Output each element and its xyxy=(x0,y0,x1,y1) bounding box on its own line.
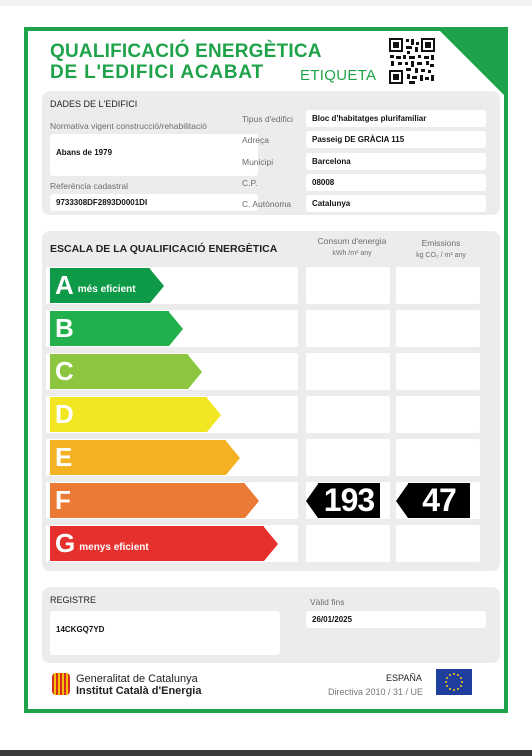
emissions-title: Emissions xyxy=(421,238,461,248)
region-label: C. Autònoma xyxy=(242,199,292,209)
emissions-cell-c xyxy=(396,353,480,390)
generalitat-name: Generalitat de Catalunya xyxy=(76,673,198,685)
label-type: ETIQUETA xyxy=(300,67,377,84)
class-letter: D xyxy=(55,399,74,429)
emissions-cell-g xyxy=(396,525,480,562)
class-letter: C xyxy=(55,356,74,386)
emissions-indicator-value: 47 xyxy=(408,483,470,518)
building-type-field: Bloc d'habitatges plurifamiliar xyxy=(306,110,486,127)
postal-code-label: C.P. xyxy=(242,178,258,188)
emissions-cell-b xyxy=(396,310,480,347)
municipality-label: Municipi xyxy=(242,157,274,167)
directive-label: Directiva 2010 / 31 / UE xyxy=(328,687,424,697)
class-arrow-g xyxy=(50,526,278,561)
class-letter: E xyxy=(55,442,73,472)
emissions-indicator xyxy=(396,483,470,518)
normativa-field: Abans de 1979 xyxy=(50,134,258,176)
address-field: Passeig DE GRÀCIA 115 xyxy=(306,131,486,148)
emissions-cell-d xyxy=(396,396,480,433)
valid-until-field: 26/01/2025 xyxy=(306,611,486,628)
scale-row-e xyxy=(46,439,298,476)
consumption-cell-e xyxy=(306,439,390,476)
building-type-label: Tipus d'edifici xyxy=(242,114,293,124)
class-arrow-a xyxy=(50,268,164,303)
emissions-cell-a xyxy=(396,267,480,304)
normativa-label: Normativa vigent construcció/rehabilitació xyxy=(50,121,207,131)
scale-title: ESCALA DE LA QUALIFICACIÓ ENERGÈTICA xyxy=(50,243,278,255)
region-field: Catalunya xyxy=(306,195,486,212)
consumption-indicator xyxy=(306,483,380,518)
emissions-cell-f xyxy=(396,482,480,519)
energy-scale-panel xyxy=(42,231,500,571)
consumption-cell-c xyxy=(306,353,390,390)
class-letter: G xyxy=(55,528,76,558)
eu-flag-icon xyxy=(436,669,472,695)
class-letter: F xyxy=(55,485,71,515)
valid-until-label: Vàlid fins xyxy=(310,597,345,607)
emissions-cell-e xyxy=(396,439,480,476)
corner-triangle xyxy=(439,30,505,96)
country-label: ESPAÑA xyxy=(386,673,422,683)
scale-row-c xyxy=(46,353,298,390)
registry-panel xyxy=(42,587,500,663)
class-arrow-b xyxy=(50,311,183,346)
consumption-unit: kWh /m² any xyxy=(332,250,372,257)
qr-code-icon xyxy=(388,37,436,85)
consumption-cell-a xyxy=(306,267,390,304)
postal-code-field: 08008 xyxy=(306,174,486,191)
consumption-cell-f xyxy=(306,482,390,519)
bottom-edge xyxy=(0,750,532,756)
class-arrow-e xyxy=(50,440,240,475)
consumption-title: Consum d'energia xyxy=(317,236,387,246)
class-arrow-f xyxy=(50,483,259,518)
cadastral-ref-label: Referència cadastral xyxy=(50,181,128,191)
title-line-2: DE L'EDIFICI ACABAT xyxy=(50,62,264,83)
municipality-field: Barcelona xyxy=(306,153,486,170)
scale-row-f xyxy=(46,482,298,519)
icaen-name: Institut Català d'Energia xyxy=(76,685,202,697)
scale-row-a xyxy=(46,267,298,304)
building-section-title: DADES DE L'EDIFICI xyxy=(50,99,138,109)
class-letter: B xyxy=(55,313,74,343)
consumption-header xyxy=(310,236,394,259)
building-data-panel xyxy=(42,91,500,215)
registry-field: 14CKGQ7YD xyxy=(50,611,280,655)
scale-row-b xyxy=(46,310,298,347)
consumption-cell-b xyxy=(306,310,390,347)
address-label: Adreça xyxy=(242,135,269,145)
title-line-1: QUALIFICACIÓ ENERGÈTICA xyxy=(50,41,322,62)
class-arrow-c xyxy=(50,354,202,389)
class-arrow-d xyxy=(50,397,221,432)
consumption-cell-d xyxy=(306,396,390,433)
scale-row-g xyxy=(46,525,298,562)
cadastral-ref-field: 9733308DF2893D0001DI xyxy=(50,194,258,211)
consumption-cell-g xyxy=(306,525,390,562)
class-sublabel: menys eficient xyxy=(79,542,149,553)
registry-label: REGISTRE xyxy=(50,595,97,605)
class-letter: A xyxy=(55,270,74,300)
emissions-header xyxy=(399,238,483,261)
class-sublabel: més eficient xyxy=(77,284,136,295)
energy-label-frame xyxy=(24,27,508,713)
emissions-unit: kg CO₂ / m² any xyxy=(416,252,466,259)
scale-row-d xyxy=(46,396,298,433)
top-edge xyxy=(0,0,532,6)
generalitat-logo-icon xyxy=(52,673,70,695)
consumption-indicator-value: 193 xyxy=(318,483,380,518)
